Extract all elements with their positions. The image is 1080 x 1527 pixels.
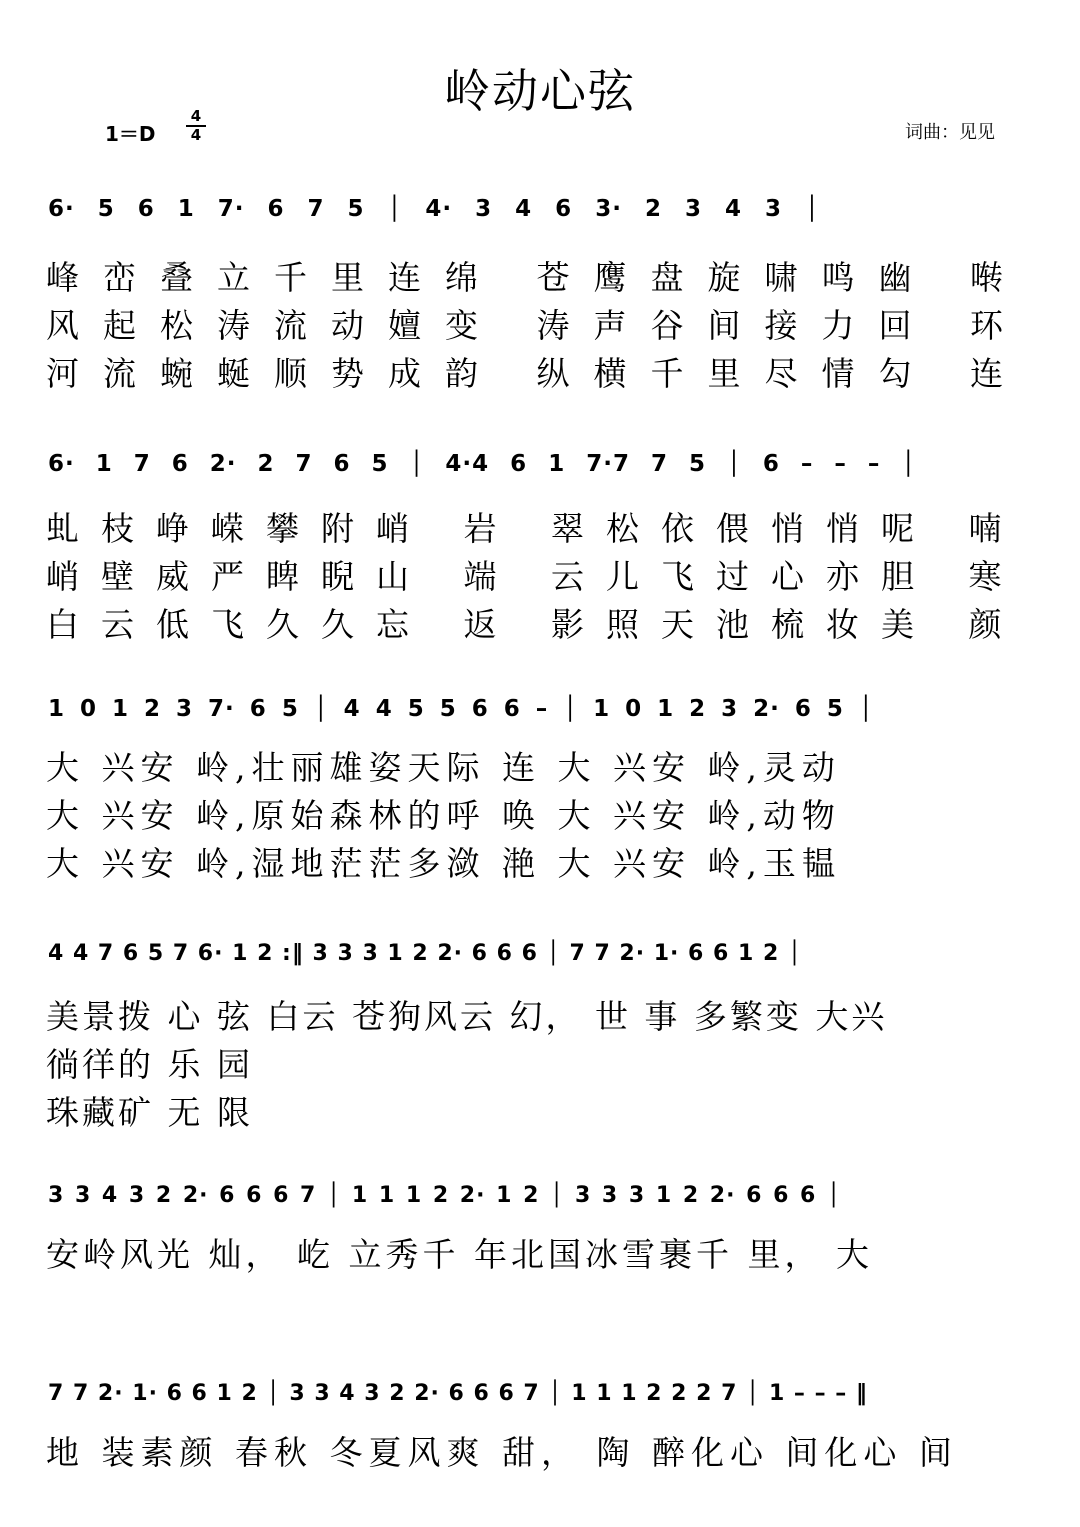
composer-credit: 词曲：见见 — [905, 122, 995, 143]
time-signature-bottom: 4 — [186, 125, 206, 144]
notes-line — [48, 1177, 1033, 1229]
lyric-line-3: 珠藏矿 无 限 — [46, 1093, 253, 1132]
lyric-line-2: 徜徉的 乐 园 — [46, 1045, 253, 1084]
notes-text: 3 3 4 3 2 2· 6 6 6 7 │ 1 1 1 2 2· 1 2 │ 3 3 3 1 2 2· 6 6 6 │ — [48, 1183, 842, 1208]
lyric-line-3: 河流蜿蜒顺势成韵 纵横千里尽情勾 连 — [46, 354, 1027, 393]
score-title: 岭动心弦 — [444, 64, 636, 118]
notes-line — [48, 1375, 1033, 1427]
time-signature-top: 4 — [190, 107, 202, 125]
lyric-line-1: 大 兴安 岭,壮丽雄姿天际 连 大 兴安 岭,灵动 — [46, 748, 841, 787]
notes-line — [48, 935, 1033, 987]
notes-text: 1 0 1 2 3 7· 6 5 │ 4 4 5 5 6 6 – │ 1 0 1 2 3 2· 6 5 │ — [48, 696, 874, 722]
notes-line — [48, 445, 1033, 497]
lyric-line-1: 安岭风光 灿， 屹 立秀千 年北国冰雪裹千 里， 大 — [46, 1235, 873, 1274]
lyric-line-1: 峰峦叠立千里连绵 苍鹰盘旋啸鸣幽 啭 — [46, 258, 1027, 297]
notes-line — [48, 190, 1033, 242]
lyric-line-1: 地 装素颜 春秋 冬夏风爽 甜， 陶 醉化心 间化心 间 — [46, 1433, 958, 1472]
notes-line — [48, 690, 1033, 742]
notes-text: 6· 5 6 1 7· 6 7 5 │ 4· 3 4 6 3· 2 3 4 3 │ — [48, 196, 820, 222]
lyric-line-1: 虬枝峥嵘攀附峭 岩 翠松依偎悄悄呢 喃 — [46, 509, 1024, 548]
notes-text: 4 4 7 6 5 7 6· 1 2 :‖ 3 3 3 1 2 2· 6 6 6 │ 7 7 2· 1· 6 6 1 2 │ — [48, 941, 803, 966]
lyric-line-2: 峭壁威严睥睨山 端 云儿飞过心亦胆 寒 — [46, 557, 1024, 596]
notes-text: 7 7 2· 1· 6 6 1 2 │ 3 3 4 3 2 2· 6 6 6 7 │ 1 1 1 2 2 2 7 │ 1 – – – ‖ — [48, 1381, 868, 1406]
time-signature — [186, 108, 206, 144]
lyric-line-2: 大 兴安 岭,原始森林的呼 唤 大 兴安 岭,动物 — [46, 796, 841, 835]
lyric-line-1: 美景拨 心 弦 白云 苍狗风云 幻， 世 事 多繁变 大兴 — [46, 997, 888, 1036]
key-signature: 1＝D — [105, 122, 156, 146]
lyric-line-3: 白云低飞久久忘 返 影照天池梳妆美 颜 — [46, 605, 1024, 644]
lyric-line-3: 大 兴安 岭,湿地茫茫多潋 滟 大 兴安 岭,玉韫 — [46, 844, 841, 883]
lyric-line-2: 风起松涛流动嬗变 涛声谷间接力回 环 — [46, 306, 1027, 345]
notes-text: 6· 1 7 6 2· 2 7 6 5 │ 4·4 6 1 7·7 7 5 │ 6 – – – │ — [48, 451, 917, 477]
